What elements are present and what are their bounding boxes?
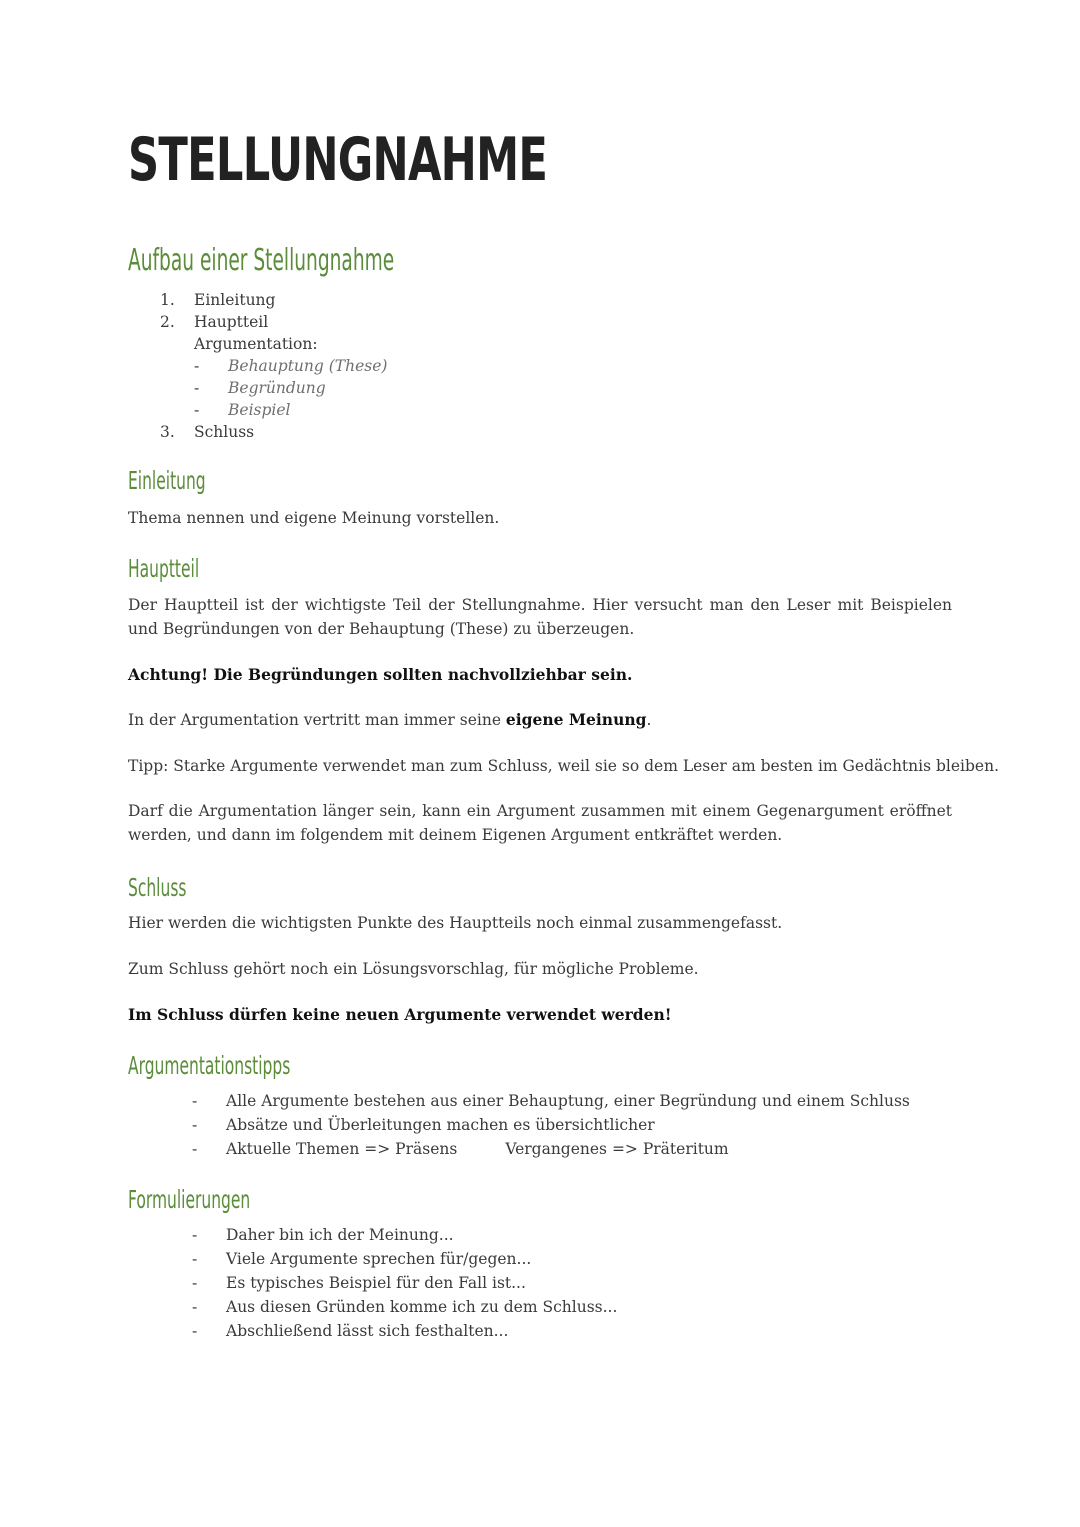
list-label: Einleitung (194, 291, 276, 309)
list-item: - Alle Argumente bestehen aus einer Behauptung, einer Begründung und einem Schluss (192, 1089, 910, 1113)
dash-bullet: - (194, 401, 200, 419)
list-item: - Es typisches Beispiel für den Fall ist... (192, 1271, 617, 1295)
dash-bullet: - (194, 379, 200, 397)
dash-bullet: - (192, 1226, 198, 1244)
dash-bullet: - (192, 1092, 198, 1110)
hauptteil-paragraph: Der Hauptteil ist der wichtigste Teil der Stellungnahme. Hier versucht man den Leser mit Beispielen und Begründungen von der Behauptung (These) zu überzeugen. (128, 596, 952, 638)
list-number: 3. (160, 423, 175, 441)
argumentation-sublist (160, 355, 387, 421)
argumentation-label: Argumentation: (194, 335, 318, 353)
tipp-text: Tipp: Starke Argumente verwendet man zum Schluss, weil sie so dem Leser am besten im Gedächtnis bleiben. (128, 757, 999, 775)
achtung-note: Achtung! Die Begründungen sollten nachvollziehbar sein. (128, 665, 633, 684)
list-label: Schluss (194, 423, 255, 441)
list-number: 2. (160, 313, 175, 331)
meinung-text: In der Argumentation vertritt man immer seine eigene Meinung. (128, 710, 652, 729)
list-item: - Aus diesen Gründen komme ich zu dem Schluss... (192, 1295, 617, 1319)
sublist-item: - Beispiel (194, 401, 291, 419)
list-item (160, 311, 387, 421)
list-label: Hauptteil (194, 313, 269, 331)
dash-bullet: - (192, 1322, 198, 1340)
dash-bullet: - (192, 1274, 198, 1292)
dash-bullet: - (192, 1116, 198, 1134)
list-item: - Viele Argumente sprechen für/gegen... (192, 1247, 617, 1271)
section-heading-tipps: Argumentationstipps (128, 1051, 291, 1080)
list-item: - Daher bin ich der Meinung... (192, 1223, 617, 1247)
section-heading-formulierungen: Formulierungen (128, 1185, 251, 1214)
list-item (160, 421, 387, 443)
dash-bullet: - (192, 1250, 198, 1268)
schluss-text-2: Zum Schluss gehört noch ein Lösungsvorschlag, für mögliche Probleme. (128, 960, 699, 978)
list-item (160, 289, 387, 311)
schluss-text-1: Hier werden die wichtigsten Punkte des Hauptteils noch einmal zusammengefasst. (128, 914, 783, 932)
list-item: - Aktuelle Themen => Präsens Vergangenes => Präteritum (192, 1137, 910, 1161)
aufbau-list (160, 289, 387, 443)
list-item: - Absätze und Überleitungen machen es übersichtlicher (192, 1113, 910, 1137)
sublist-item: - Begründung (194, 379, 326, 397)
einleitung-text: Thema nennen und eigene Meinung vorstellen. (128, 509, 500, 527)
list-number: 1. (160, 291, 175, 309)
tipps-list (192, 1089, 910, 1161)
schluss-warning: Im Schluss dürfen keine neuen Argumente verwendet werden! (128, 1005, 672, 1024)
section-heading-einleitung: Einleitung (128, 466, 206, 495)
list-item: - Abschließend lässt sich festhalten... (192, 1319, 617, 1343)
section-heading-aufbau: Aufbau einer Stellungnahme (128, 243, 395, 278)
dash-bullet: - (192, 1298, 198, 1316)
dash-bullet: - (192, 1140, 198, 1158)
section-heading-hauptteil: Hauptteil (128, 554, 200, 583)
page-title: STELLUNGNAHME (128, 125, 548, 195)
section-heading-schluss: Schluss (128, 873, 187, 902)
formulierungen-list (192, 1223, 617, 1343)
gegenargument-paragraph: Darf die Argumentation länger sein, kann ein Argument zusammen mit einem Gegenargument eröffnet werden, und dann im folgendem mit deinem Eigenen Argument entkräftet werden. (128, 802, 952, 844)
sublist-item: - Behauptung (These) (194, 357, 388, 375)
meinung-bold: eigene Meinung (505, 710, 647, 729)
dash-bullet: - (194, 357, 200, 375)
